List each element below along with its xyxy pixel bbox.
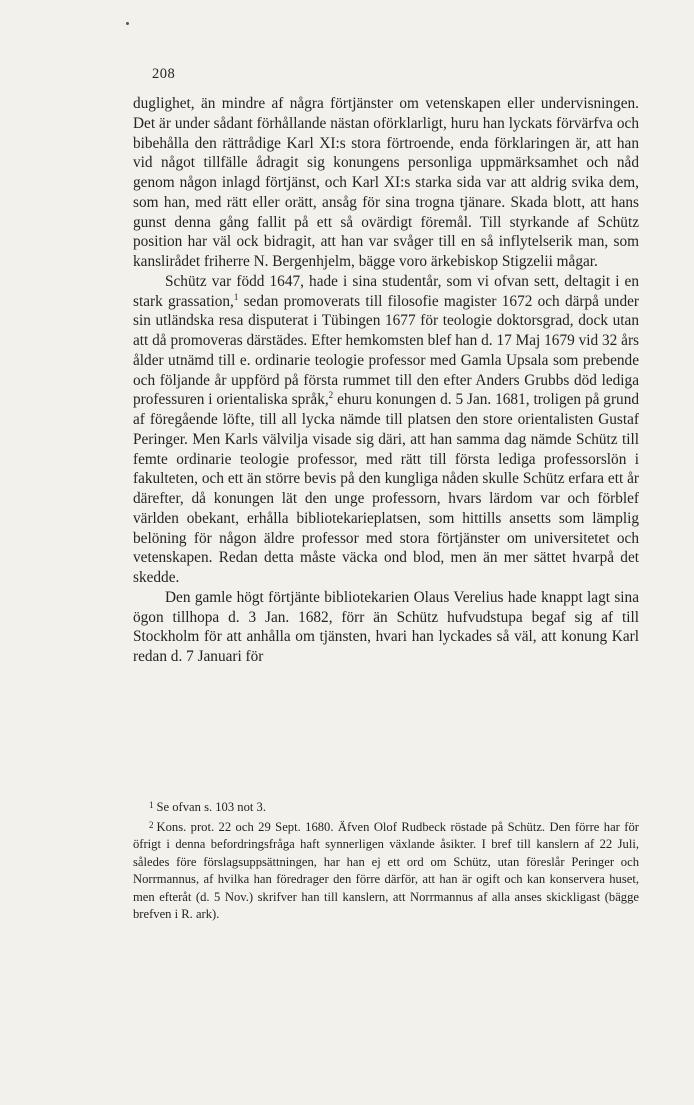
paragraph-schutz-biography: Schütz var född 1647, hade i sina studentår, som vi ofvan sett, deltagit i en stark grassation,$^1$ sedan promoverats till filosofie magister 1672 och därpå under sin utländska resa disputerat i Tübingen 1677 för teologie doktorsgrad, dock utan att då promoveras därstädes. Efter hemkomsten blef han d. 17 Maj 1679 vid 32 års ålder utnämd till e. ordinarie teologie professor med Gamla Upsala som prebende och följande år uppförd på första rummet till den efter Anders Grubbs död lediga professuren i orientaliska språk,$^2$ ehuru konungen d. 5 Jan. 1681, troligen på grund af föregående löfte, till all lycka nämde till platsen den store orientalisten Gustaf Peringer. Men Karls välvilja visade sig däri, att han samma dag nämde Schütz till femte ordinarie teologie professor, med rätt till första lediga professorslön i fakulteten, och ett än större bevis på den kungliga nåden skulle Schütz erfara ett år därefter, då konungen lät den unge professorn, hvars lärdom var och förblef världen obekant, erhålla bibliotekarieplatsen, som hittills ansetts som lämplig belöning för någon äldre professor med stora förtjänster om universitetet och vetenskapen. Redan detta måste väcka ond blod, men än mer sättet hvarpå det skedde. [133,272,639,586]
body-text [133,94,639,667]
paragraph-continued: duglighet, än mindre af några förtjänster om vetenskapen eller undervisningen. Det är under sådant förhållande nästan oförklarligt, huru han lyckats förvärfva och bibehålla den rättrådige Karl XI:s stora förtroende, enda förklaringen är, att han vid något tillfälle ådragit sig konungens personliga uppmärksamhet och nåd genom någon inlagd förtjänst, och Karl XI:s starka sida var att aldrig svika dem, som han, med rätt eller orätt, ansåg för sina trogna tjänare. Skada blott, att hans gunst denna gång fallit på ett så ovärdigt föremål. Till styrkande af Schütz position har väl ock bidragit, att han var svåger till en så inflytelserik man, som kanslirådet friherre N. Bergenhjelm, bägge voro ärkebiskop Stigzelii mågar. [133,95,639,270]
footnote-divider [133,788,639,789]
footnote-mark-2: 2 [149,819,154,830]
footnote-1: $^1$ Se ofvan s. 103 not 3. [149,800,266,814]
footnote-mark-1: 1 [149,800,154,810]
paragraph-verelius: Den gamle högt förtjänte bibliotekarien Olaus Verelius hade knappt lagt sina ögon tillhopa d. 3 Jan. 1682, förr än Schütz hufvudstupa begaf sig af till Stockholm för att anhålla om tjänsten, hvari han lyckades så väl, att konung Karl redan d. 7 Januari för [133,588,639,665]
footnote-2: $^2$ Kons. prot. 22 och 29 Sept. 1680. Äfven Olof Rudbeck röstade på Schütz. Den förre har för öfrigt i denna befordringsfråga haft synnerligen växlande åsikter. I bref till kanslern af 22 Juli, således före förslagsuppsättningen, har han ej ett ord om Schütz, utan föreslår Peringer och Norrmannus, af hvilka han föredrager den förre därför, att han är ogift och kan konservera huset, men efteråt (d. 5 Nov.) skrifver han till kanslern, att Norrmannus af alla anses skickligast (bägge brefven i R. ark). [133,819,639,921]
page-number: 208 [152,66,176,82]
printer-speck [126,22,129,25]
footnote-ref-2: 2 [328,390,334,401]
footnotes [133,797,639,924]
footnote-ref-1: 1 [233,291,239,302]
